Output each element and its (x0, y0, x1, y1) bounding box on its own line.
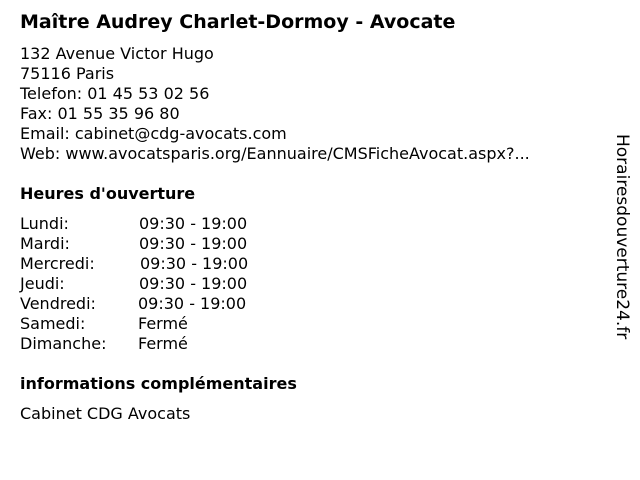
hours-time: 09:30 - 19:00 (138, 294, 247, 313)
hours-row (20, 234, 320, 254)
hours-time: 09:30 - 19:00 (140, 254, 249, 273)
hours-row (20, 294, 320, 314)
hours-time: 09:30 - 19:00 (139, 274, 248, 293)
hours-day: Samedi: (20, 314, 86, 333)
hours-day: Mardi: (20, 234, 70, 253)
hours-time: Fermé (138, 334, 188, 353)
hours-time: 09:30 - 19:00 (139, 214, 248, 233)
hours-day: Mercredi: (20, 254, 95, 273)
hours-day: Dimanche: (20, 334, 107, 353)
hours-time: 09:30 - 19:00 (139, 234, 248, 253)
hours-row (20, 254, 320, 274)
hours-row (20, 334, 320, 354)
address-street: 132 Avenue Victor Hugo (20, 44, 214, 63)
hours-row (20, 274, 320, 294)
hours-time: Fermé (138, 314, 188, 333)
extra-info-heading: informations complémentaires (20, 374, 297, 393)
web-line: Web: www.avocatsparis.org/Eannuaire/CMSFicheAvocat.aspx?... (20, 144, 530, 163)
email-line: Email: cabinet@cdg-avocats.com (20, 124, 287, 143)
hours-day: Jeudi: (20, 274, 65, 293)
site-watermark: Horairesdouverture24.fr (612, 134, 632, 340)
page-title: Maître Audrey Charlet-Dormoy - Avocate (20, 11, 456, 33)
address-city: 75116 Paris (20, 64, 115, 83)
hours-day: Vendredi: (20, 294, 96, 313)
fax-line: Fax: 01 55 35 96 80 (20, 104, 180, 123)
hours-row (20, 314, 320, 334)
hours-heading: Heures d'ouverture (20, 184, 196, 203)
phone-line: Telefon: 01 45 53 02 56 (20, 84, 210, 103)
hours-day: Lundi: (20, 214, 69, 233)
extra-info-text: Cabinet CDG Avocats (20, 404, 191, 423)
hours-row (20, 214, 320, 234)
hours-table (20, 214, 320, 354)
contact-block (20, 44, 530, 164)
